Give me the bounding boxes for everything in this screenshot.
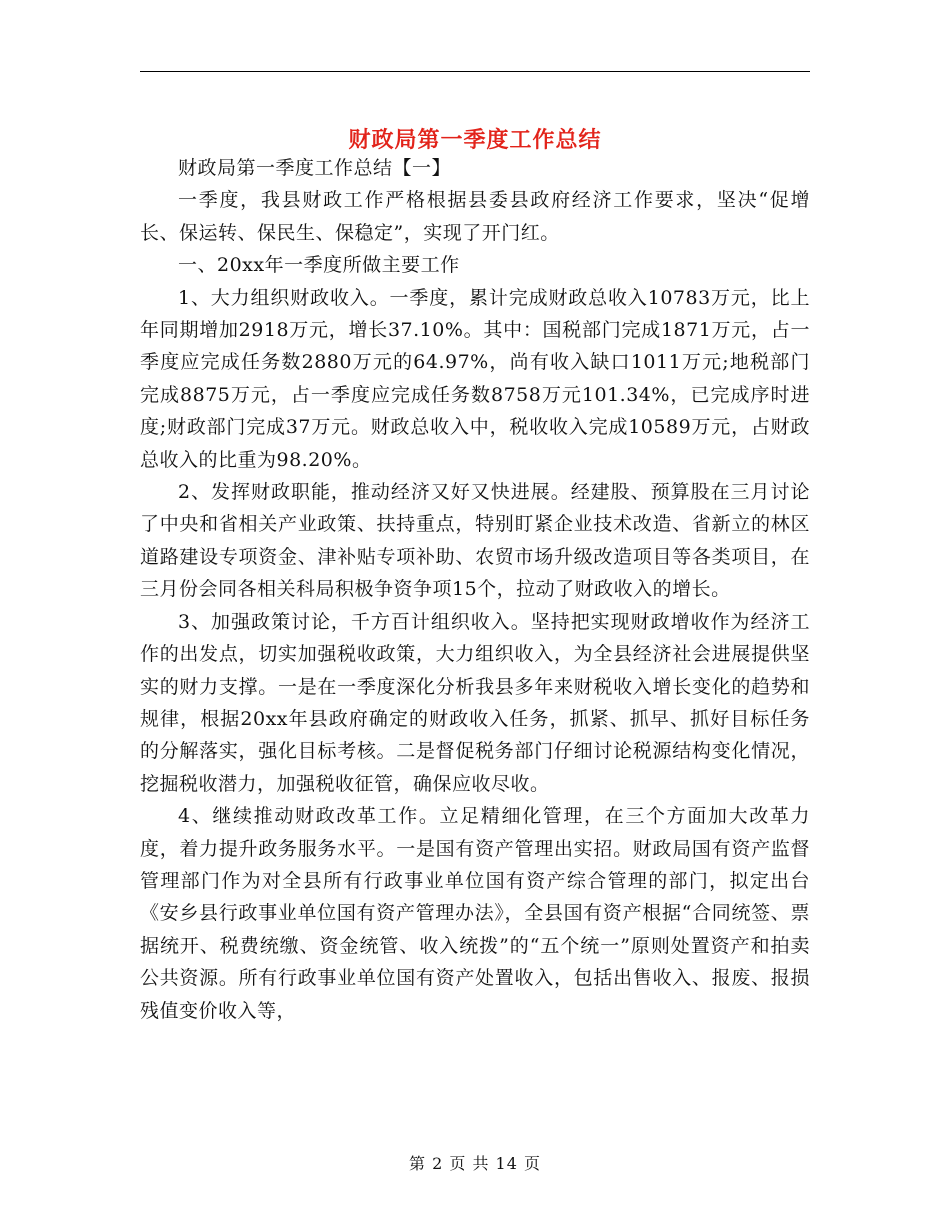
- document-title: 财政局第一季度工作总结: [348, 127, 602, 153]
- part-heading: 一、20xx年一季度所做主要工作: [178, 254, 460, 277]
- section-heading: 财政局第一季度工作总结【一】: [178, 157, 452, 179]
- header-rule: [140, 71, 810, 72]
- paragraph-functions: 2、发挥财政职能，推动经济又好又快进展。经建股、预算股在三月讨论了中央和省相关产业政策、扶持重点，特别盯紧企业技术改造、省新立的林区道路建设专项资金、津补贴专项补助、农贸市场升级改造项目等各类项目，在三月份会同各相关科局积极争资争项15个，拉动了财政收入的增长。: [140, 481, 810, 601]
- page-number: 第 2 页 共 14 页: [409, 1154, 541, 1173]
- document-body: [140, 152, 810, 1027]
- paragraph-policy: 3、加强政策讨论，千方百计组织收入。坚持把实现财政增收作为经济工作的出发点，切实加强税收政策，大力组织收入，为全县经济社会进展提供坚实的财力支撑。一是在一季度深化分析我县多年来财税收入增长变化的趋势和规律，根据20xx年县政府确定的财政收入任务，抓紧、抓早、抓好目标任务的分解落实，强化目标考核。二是督促税务部门仔细讨论税源结构变化情况，挖掘税收潜力，加强税收征管，确保应收尽收。: [140, 610, 810, 795]
- paragraph-revenue: 1、大力组织财政收入。一季度，累计完成财政总收入10783万元，比上年同期增加2918万元，增长37.10%。其中：国税部门完成1871万元，占一季度应完成任务数2880万元的64.97%，尚有收入缺口1011万元;地税部门完成8875万元，占一季度应完成任务数8758万元101.34%，已完成序时进度;财政部门完成37万元。财政总收入中，税收收入完成10589万元，占财政总收入的比重为98.20%。: [140, 286, 810, 471]
- intro-paragraph: 一季度，我县财政工作严格根据县委县政府经济工作要求，坚决“促增长、保运转、保民生、保稳定”，实现了开门红。: [140, 189, 810, 244]
- paragraph-reform: 4、继续推动财政改革工作。立足精细化管理，在三个方面加大改革力度，着力提升政务服务水平。一是国有资产管理出实招。财政局国有资产监督管理部门作为对全县所有行政事业单位国有资产综合管理的部门，拟定出台《安乡县行政事业单位国有资产管理办法》，全县国有资产根据“合同统签、票据统开、税费统缴、资金统管、收入统拨”的“五个统一”原则处置资产和拍卖公共资源。所有行政事业单位国有资产处置收入，包括出售收入、报废、报损残值变价收入等，: [140, 805, 810, 1022]
